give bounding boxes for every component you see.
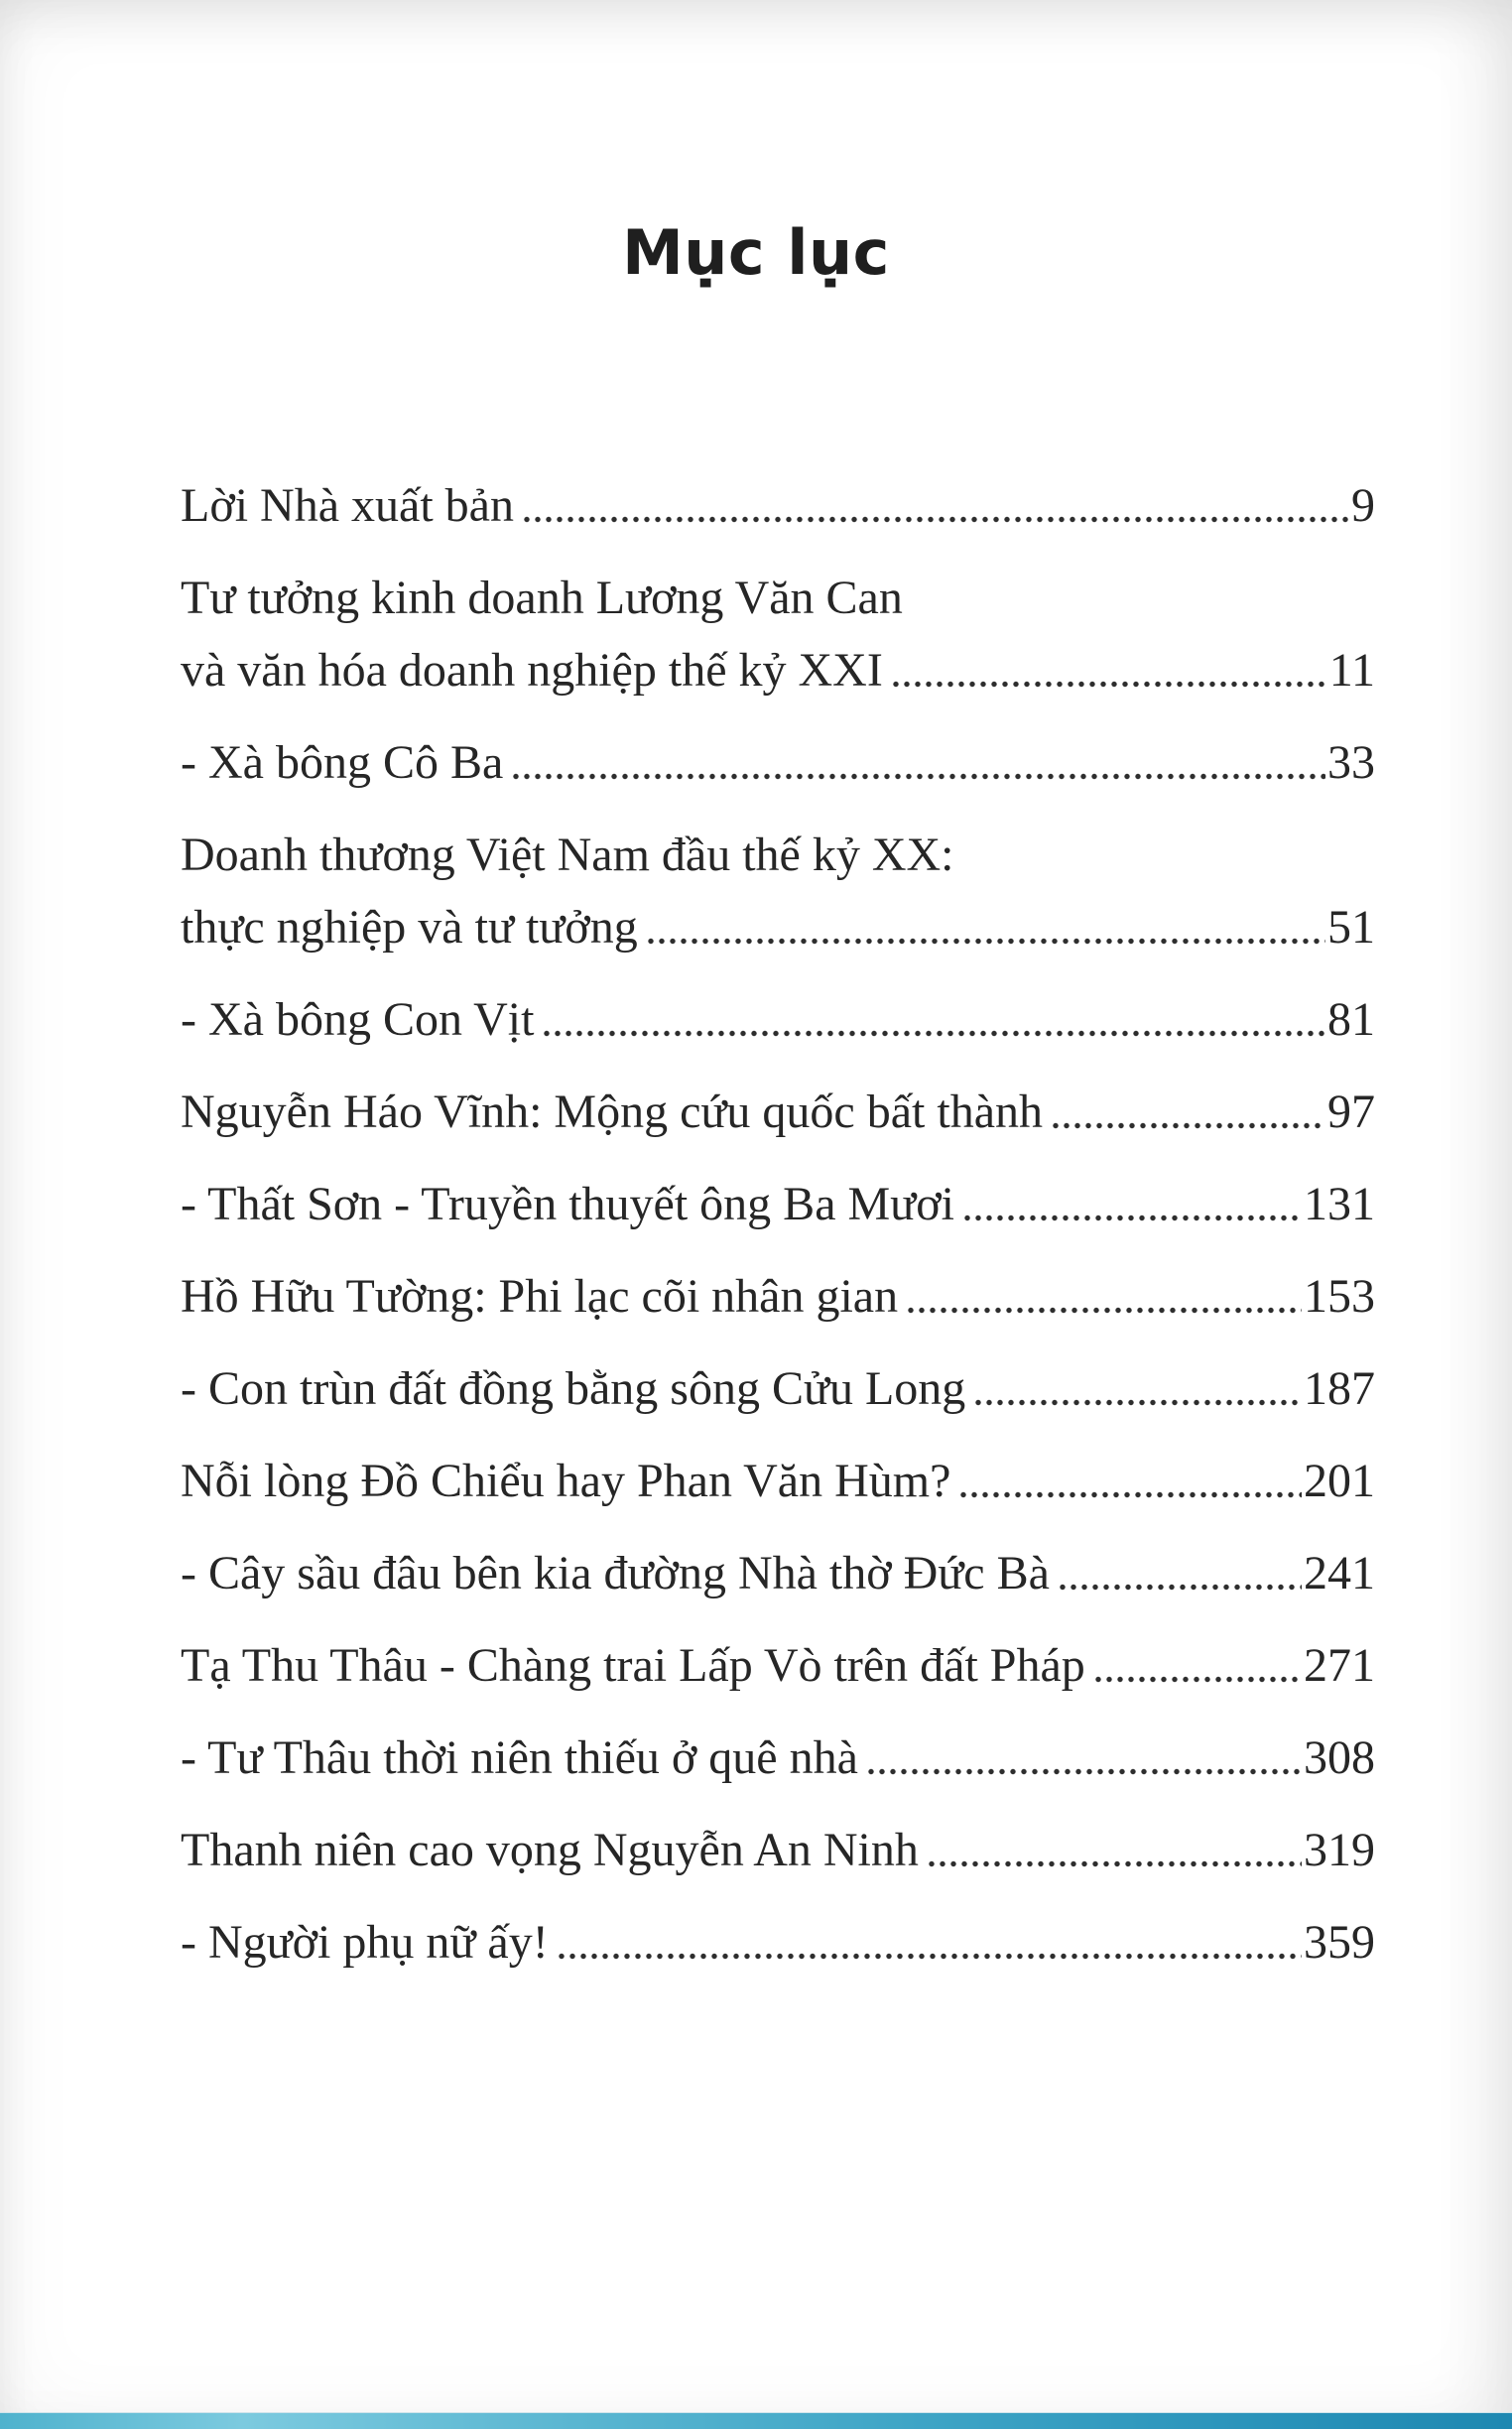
toc-entry	[181, 1260, 1375, 1333]
toc-entry	[181, 1629, 1375, 1702]
toc-entry-page: 308	[1304, 1731, 1375, 1784]
toc-entry-page: 241	[1304, 1547, 1375, 1599]
toc-entry-text: Nỗi lòng Đồ Chiểu hay Phan Văn Hùm?	[181, 1455, 951, 1507]
toc-entry-text: - Người phụ nữ ấy!	[181, 1916, 549, 1969]
toc-entry-text: Nguyễn Háo Vĩnh: Mộng cứu quốc bất thành	[181, 1086, 1043, 1138]
page-title: Mục lục	[622, 216, 890, 289]
toc-entry-page: 33	[1327, 736, 1375, 789]
toc-entry-text: - Con trùn đất đồng bằng sông Cửu Long	[181, 1362, 966, 1415]
toc-entry-page: 51	[1327, 901, 1375, 954]
dot-leader	[964, 1214, 1302, 1221]
toc-entry	[181, 1814, 1375, 1886]
toc-entry-page: 359	[1304, 1916, 1375, 1969]
dot-leader	[975, 1399, 1302, 1406]
toc-entry-text: Thanh niên cao vọng Nguyễn An Ninh	[181, 1824, 919, 1876]
toc-entry-text: - Thất Sơn - Truyền thuyết ông Ba Mươi	[181, 1178, 954, 1230]
dot-leader	[559, 1953, 1302, 1960]
toc-entry-page: 153	[1304, 1270, 1375, 1323]
toc-entry-text: và văn hóa doanh nghiệp thế kỷ XXI	[181, 644, 883, 697]
toc-entry-text: - Cây sầu đâu bên kia đường Nhà thờ Đức Bà	[181, 1547, 1050, 1599]
toc-entry-text: Lời Nhà xuất bản	[181, 479, 514, 532]
toc-entry	[181, 1906, 1375, 1979]
toc-entry	[181, 819, 1375, 963]
toc-entry-text: thực nghiệp và tư tưởng	[181, 901, 638, 954]
toc-entry	[181, 469, 1375, 542]
dot-leader	[524, 516, 1349, 523]
dot-leader	[1095, 1676, 1302, 1683]
toc-entry-page: 187	[1304, 1362, 1375, 1415]
toc-entry-page: 319	[1304, 1824, 1375, 1876]
toc-list	[0, 469, 1512, 1979]
toc-entry	[181, 983, 1375, 1056]
toc-entry	[181, 726, 1375, 799]
toc-entry-text: - Xà bông Con Vịt	[181, 993, 535, 1046]
dot-leader	[960, 1491, 1302, 1498]
toc-entry	[181, 1722, 1375, 1794]
toc-entry-line: Tư tưởng kinh doanh Lương Văn Can	[181, 572, 903, 624]
dot-leader	[1060, 1584, 1302, 1591]
toc-entry-text: Tạ Thu Thâu - Chàng trai Lấp Vò trên đất Pháp	[181, 1639, 1085, 1692]
dot-leader	[544, 1030, 1325, 1037]
toc-entry-page: 97	[1327, 1086, 1375, 1138]
dot-leader	[648, 938, 1325, 945]
toc-entry-text: - Tư Thâu thời niên thiếu ở quê nhà	[181, 1731, 858, 1784]
toc-entry	[181, 1352, 1375, 1425]
toc-entry-page: 271	[1304, 1639, 1375, 1692]
toc-entry-page: 131	[1304, 1178, 1375, 1230]
toc-entry-page: 81	[1327, 993, 1375, 1046]
toc-entry-page: 11	[1328, 644, 1375, 697]
toc-entry-page: 201	[1304, 1455, 1375, 1507]
dot-leader	[929, 1860, 1302, 1867]
dot-leader	[513, 773, 1325, 780]
dot-leader	[1053, 1122, 1325, 1129]
toc-entry	[181, 1076, 1375, 1148]
dot-leader	[908, 1307, 1302, 1314]
toc-entry	[181, 1168, 1375, 1240]
toc-entry-text: Hồ Hữu Tường: Phi lạc cõi nhân gian	[181, 1270, 899, 1323]
toc-entry-text: - Xà bông Cô Ba	[181, 736, 504, 789]
book-cover-edge	[0, 2412, 1512, 2429]
dot-leader	[893, 681, 1327, 688]
toc-entry-page: 9	[1351, 479, 1375, 532]
toc-entry	[181, 1537, 1375, 1609]
dot-leader	[868, 1768, 1302, 1775]
toc-entry	[181, 1445, 1375, 1517]
toc-entry	[181, 562, 1375, 706]
toc-entry-line: Doanh thương Việt Nam đầu thế kỷ XX:	[181, 829, 954, 881]
